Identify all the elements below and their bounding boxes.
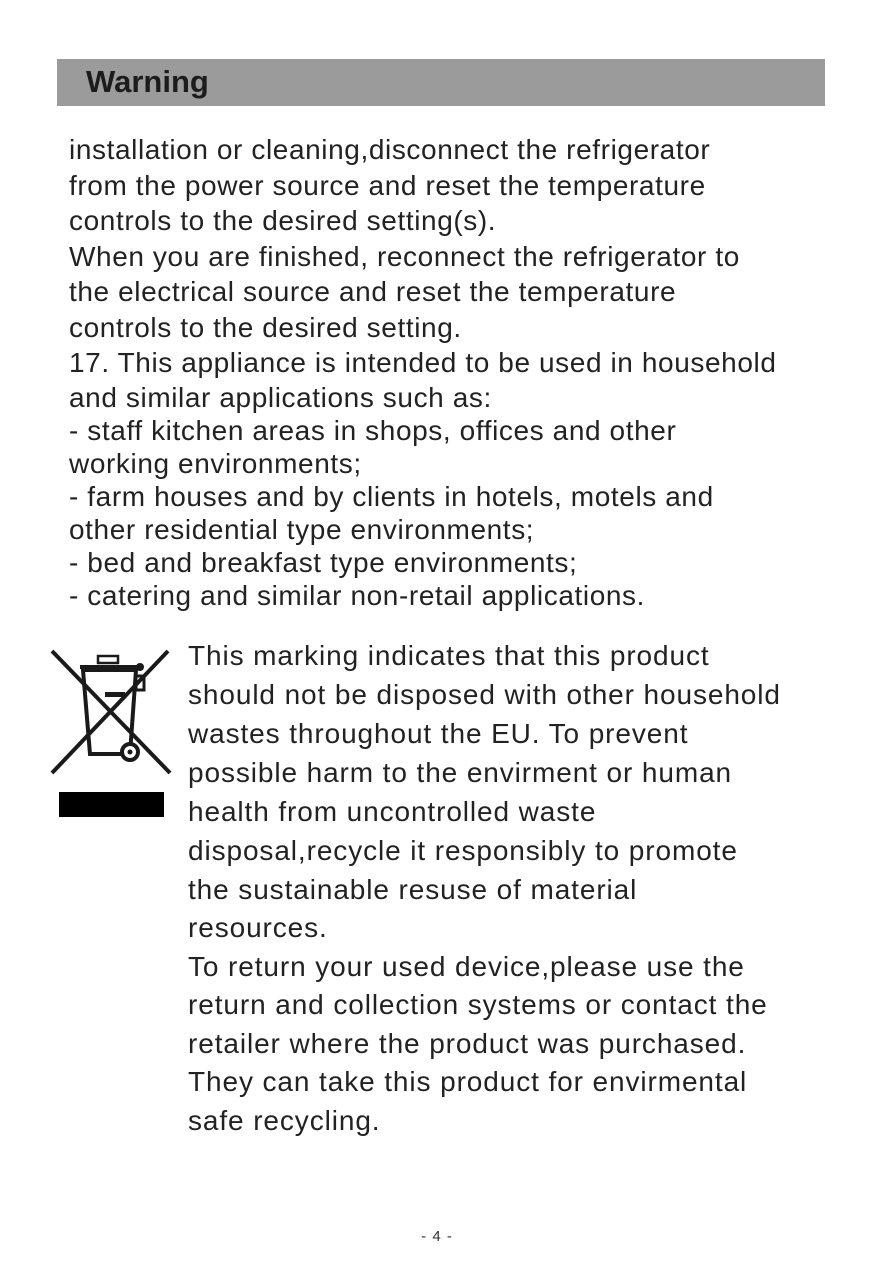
weee-line: wastes throughout the EU. To prevent (188, 718, 689, 749)
body-line: controls to the desired setting(s). (69, 205, 497, 236)
body-line: the electrical source and reset the temperature (69, 276, 677, 307)
section-title: Warning (86, 64, 209, 99)
body-line: - farm houses and by clients in hotels, motels and (69, 480, 714, 512)
body-line: and similar applications such as: (69, 381, 492, 413)
weee-line: resources. (188, 912, 328, 943)
section-header (57, 59, 825, 106)
weee-line: To return your used device,please use the (188, 950, 745, 982)
body-line: installation or cleaning,disconnect the refrigerator (69, 134, 711, 165)
weee-line: should not be disposed with other household (188, 679, 781, 710)
warning-body-text (69, 132, 859, 612)
weee-disposal-notice (188, 636, 868, 1140)
page-number: - 4 - (421, 1228, 453, 1245)
weee-line: retailer where the product was purchased. (188, 1027, 747, 1059)
body-line: from the power source and reset the temperature (69, 169, 706, 201)
weee-line: This marking indicates that this product (188, 640, 710, 671)
body-line: working environments; (69, 447, 362, 479)
body-line: other residential type environments; (69, 513, 535, 545)
weee-line: possible harm to the envirment or human (188, 757, 733, 788)
body-line: controls to the desired setting. (69, 311, 462, 343)
body-line: When you are finished, reconnect the refrigerator to (69, 240, 740, 272)
weee-line: disposal,recycle it responsibly to promote (188, 835, 738, 866)
weee-line: safe recycling. (188, 1104, 381, 1136)
body-line: - bed and breakfast type environments; (69, 546, 578, 578)
body-line: - catering and similar non-retail applications. (69, 579, 646, 611)
crossed-out-wheelie-bin-icon (50, 646, 172, 821)
weee-line: return and collection systems or contact the (188, 989, 768, 1020)
body-line: 17. This appliance is intended to be used in household (69, 347, 777, 378)
weee-line: They can take this product for envirmental (188, 1066, 748, 1097)
body-line: - staff kitchen areas in shops, offices and other (69, 414, 677, 446)
weee-line: health from uncontrolled waste (188, 796, 597, 827)
weee-line: the sustainable resuse of material (188, 874, 638, 905)
